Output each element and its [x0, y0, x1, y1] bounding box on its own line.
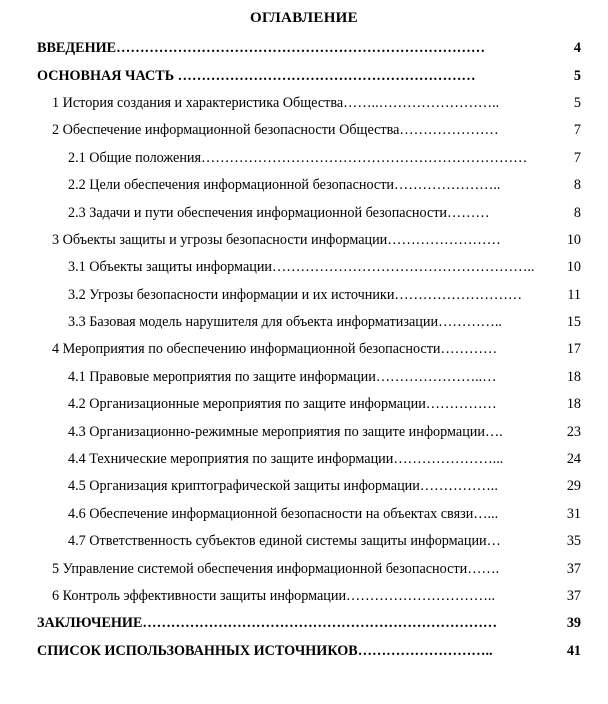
toc-entry-4-3[interactable]: [0, 418, 608, 445]
toc-entry-4-1[interactable]: [0, 364, 608, 391]
toc-entry-label: 2.2 Цели обеспечения информационной безопасности…………………..: [68, 177, 501, 194]
toc-entry-2-1[interactable]: [0, 145, 608, 172]
toc-entry-introduction[interactable]: [0, 35, 608, 62]
toc-page-number: 37: [566, 560, 581, 577]
toc-page-number: 10: [566, 259, 581, 276]
toc-entry-4-4[interactable]: [0, 446, 608, 473]
toc-entry-label: 4.1 Правовые мероприятия по защите информации…………………..…: [68, 368, 497, 385]
toc-entry-label: ОСНОВНАЯ ЧАСТЬ ………………………………………………………: [37, 67, 476, 84]
toc-title: ОГЛАВЛЕНИЕ: [250, 10, 358, 26]
toc-entry-label: 4.3 Организационно-режимные мероприятия по защите информации….: [68, 423, 503, 440]
toc-entry-label: 4.7 Ответственность субъектов единой системы защиты информации…: [68, 533, 501, 550]
toc-entry-label: 5 Управление системой обеспечения информационной безопасности…….: [52, 560, 500, 577]
toc-page-number: 17: [566, 341, 581, 358]
toc-list: [0, 35, 608, 665]
toc-entry-references[interactable]: [0, 638, 608, 665]
toc-entry-3-1[interactable]: [0, 254, 608, 281]
toc-entry-4-7[interactable]: [0, 528, 608, 555]
toc-entry-2-2[interactable]: [0, 172, 608, 199]
toc-entry-label: 3.3 Базовая модель нарушителя для объекта информатизации…………..: [68, 314, 502, 331]
toc-entry-main-part[interactable]: [0, 62, 608, 89]
toc-page-number: 18: [566, 368, 581, 385]
toc-entry-label: 4 Мероприятия по обеспечению информационной безопасности…………: [52, 341, 498, 358]
toc-entry-label: 3 Объекты защиты и угрозы безопасности информации……………………: [52, 231, 501, 248]
toc-page-number: 41: [566, 642, 581, 659]
toc-page-number: 10: [566, 231, 581, 248]
toc-entry-label: 3.2 Угрозы безопасности информации и их источники………………………: [68, 286, 523, 303]
toc-page-number: 37: [566, 588, 581, 604]
toc-entry-label: 2.3 Задачи и пути обеспечения информационной безопасности………: [68, 204, 490, 221]
toc-entry-2-3[interactable]: [0, 199, 608, 226]
toc-page-number: 7: [573, 122, 581, 139]
toc-entry-4[interactable]: [0, 336, 608, 363]
toc-entry-label: ЗАКЛЮЧЕНИЕ…………………………………………………………………: [37, 615, 498, 632]
toc-entry-label: СПИСОК ИСПОЛЬЗОВАННЫХ ИСТОЧНИКОВ………………………..: [37, 642, 493, 659]
toc-page-number: 5: [573, 67, 581, 84]
toc-entry-label: 6 Контроль эффективности защиты информации…………………………..: [52, 588, 496, 604]
toc-page-number: 11: [567, 286, 581, 303]
toc-entry-label: ВВЕДЕНИЕ……………………………………………………………………: [37, 40, 486, 57]
toc-page-number: 5: [573, 94, 581, 111]
toc-entry-4-6[interactable]: [0, 501, 608, 528]
toc-page-number: 35: [566, 533, 581, 550]
toc-page-number: 39: [566, 615, 581, 632]
toc-entry-4-5[interactable]: [0, 473, 608, 500]
toc-entry-conclusion[interactable]: [0, 610, 608, 637]
toc-entry-label: 1 История создания и характеристика Общества……..……………………..: [52, 94, 500, 111]
toc-entry-1[interactable]: [0, 90, 608, 117]
toc-entry-3-2[interactable]: [0, 282, 608, 309]
toc-entry-label: 4.4 Технические мероприятия по защите информации…………………...: [68, 451, 504, 468]
toc-entry-6[interactable]: [0, 583, 608, 610]
toc-entry-2[interactable]: [0, 117, 608, 144]
toc-entry-label: 2.1 Общие положения……………………………………………………………: [68, 149, 528, 166]
toc-entry-4-2[interactable]: [0, 391, 608, 418]
toc-entry-label: 4.2 Организационные мероприятия по защите информации……………: [68, 396, 497, 413]
toc-entry-3[interactable]: [0, 227, 608, 254]
toc-page-number: 8: [573, 204, 581, 221]
toc-entry-label: 2 Обеспечение информационной безопасности Общества…………………: [52, 122, 499, 139]
toc-entry-label: 4.6 Обеспечение информационной безопасности на объектах связи…...: [68, 505, 499, 522]
toc-entry-3-3[interactable]: [0, 309, 608, 336]
toc-page-number: 7: [573, 149, 581, 166]
toc-page-number: 31: [566, 505, 581, 522]
toc-page-number: 24: [566, 451, 581, 468]
toc-entry-label: 3.1 Объекты защиты информации………………………………………………..: [68, 259, 535, 276]
toc-page-number: 23: [566, 423, 581, 440]
toc-page-number: 18: [566, 396, 581, 413]
toc-page-number: 8: [573, 177, 581, 194]
toc-page-number: 15: [566, 314, 581, 331]
toc-page-number: 4: [573, 40, 581, 57]
toc-page-number: 29: [566, 478, 581, 495]
toc-entry-label: 4.5 Организация криптографической защиты информации……………..: [68, 478, 498, 495]
toc-entry-5[interactable]: [0, 555, 608, 582]
